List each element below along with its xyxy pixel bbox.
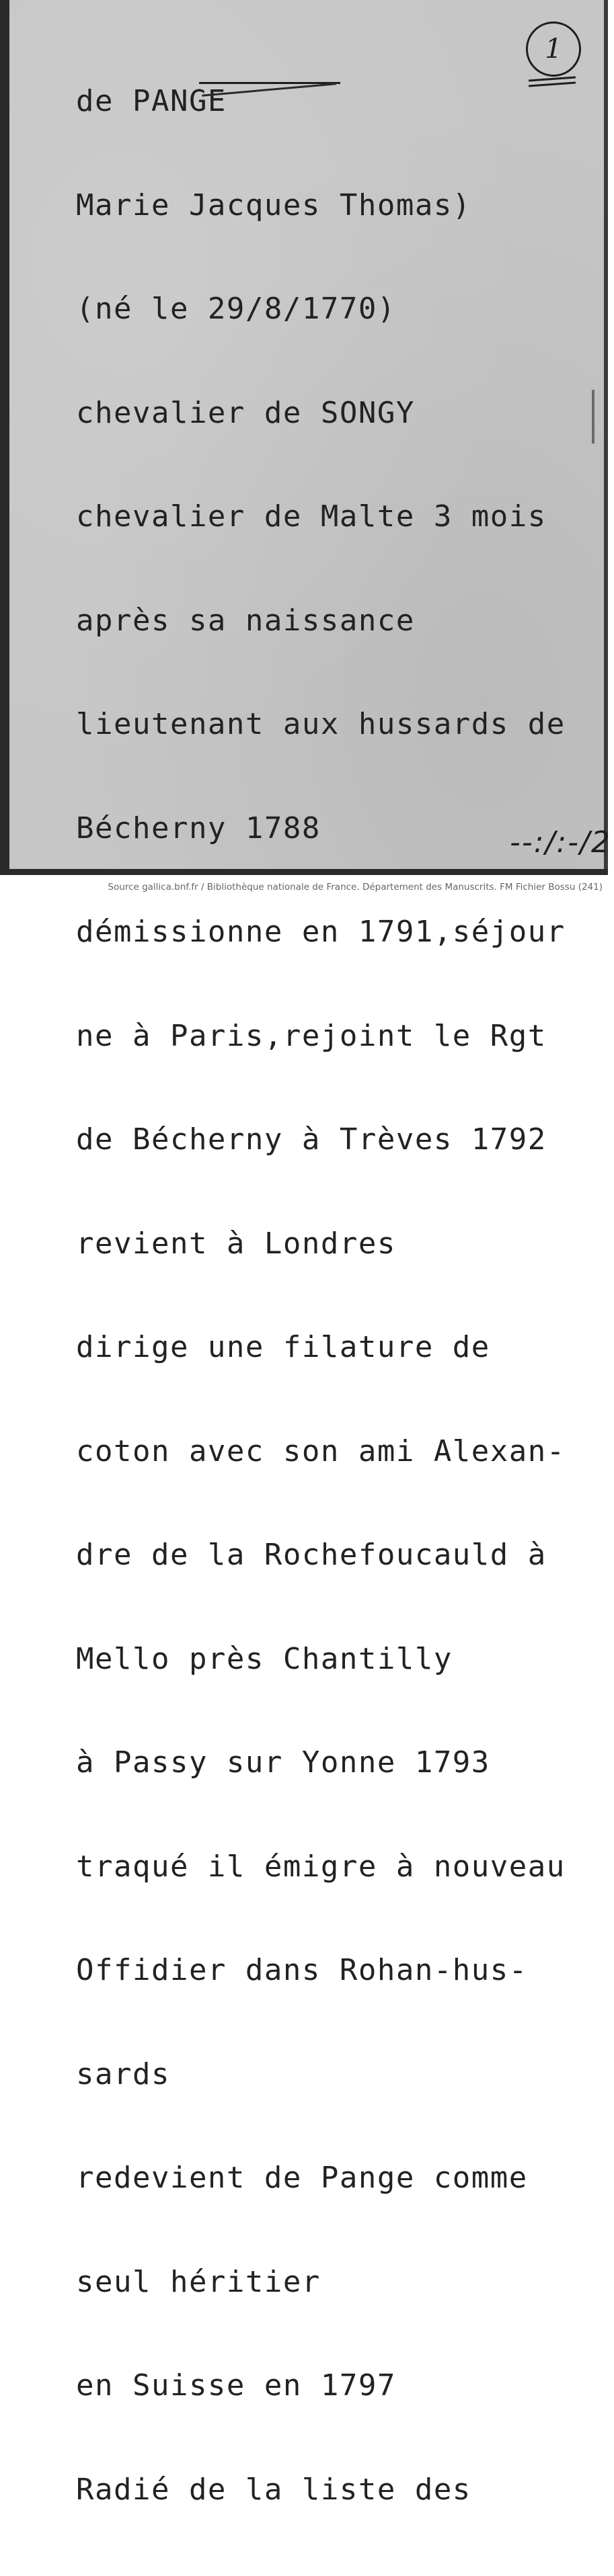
typed-line: sards [76, 2056, 170, 2091]
typed-line: de Bécherny à Trèves 1792 [76, 1122, 547, 1157]
typed-line: Radié de la liste des [76, 2472, 471, 2507]
typed-line: chevalier de SONGY [76, 395, 415, 430]
typed-line: Mello près Chantilly [76, 1641, 453, 1676]
typed-line: revient à Londres [76, 1226, 396, 1261]
typed-line: après sa naissance [76, 603, 415, 638]
handwritten-note: --:/:-/2 [510, 825, 611, 860]
typed-line: redevient de Pange comme [76, 2161, 528, 2195]
typed-line: seul héritier [76, 2264, 321, 2299]
typed-line: dre de la Rochefoucauld à [76, 1538, 547, 1572]
typed-line: ne à Paris,rejoint le Rgt [76, 1018, 547, 1053]
card-edge-left [0, 0, 9, 875]
typed-line: Marie Jacques Thomas) [76, 188, 471, 222]
typed-line: (né le 29/8/1770) [76, 292, 396, 326]
source-credit: Source gallica.bnf.fr / Bibliothèque nationale de France. Département des Manuscrits. FM Fichier Bossu (241) [108, 882, 603, 892]
card-number-circle: 1 [526, 22, 581, 77]
typed-line: de PANGE [76, 84, 227, 118]
typed-line: Bécherny 1788 [76, 811, 321, 845]
typed-line: traqué il émigre à nouveau [76, 1849, 566, 1884]
typed-line: chevalier de Malte 3 mois [76, 499, 547, 534]
typed-line: Offidier dans Rohan-hus- [76, 1953, 528, 1987]
typed-line: lieutenant aux hussards de [76, 707, 566, 741]
typed-line: dirige une filature de [76, 1330, 490, 1364]
margin-mark [592, 390, 594, 444]
typed-line: à Passy sur Yonne 1793 [76, 1745, 490, 1780]
typed-text [76, 15, 614, 2576]
typed-line: en Suisse en 1797 [76, 2368, 396, 2403]
typed-line: démissionne en 1791,séjour [76, 915, 566, 949]
typed-line: coton avec son ami Alexan- [76, 1434, 566, 1468]
